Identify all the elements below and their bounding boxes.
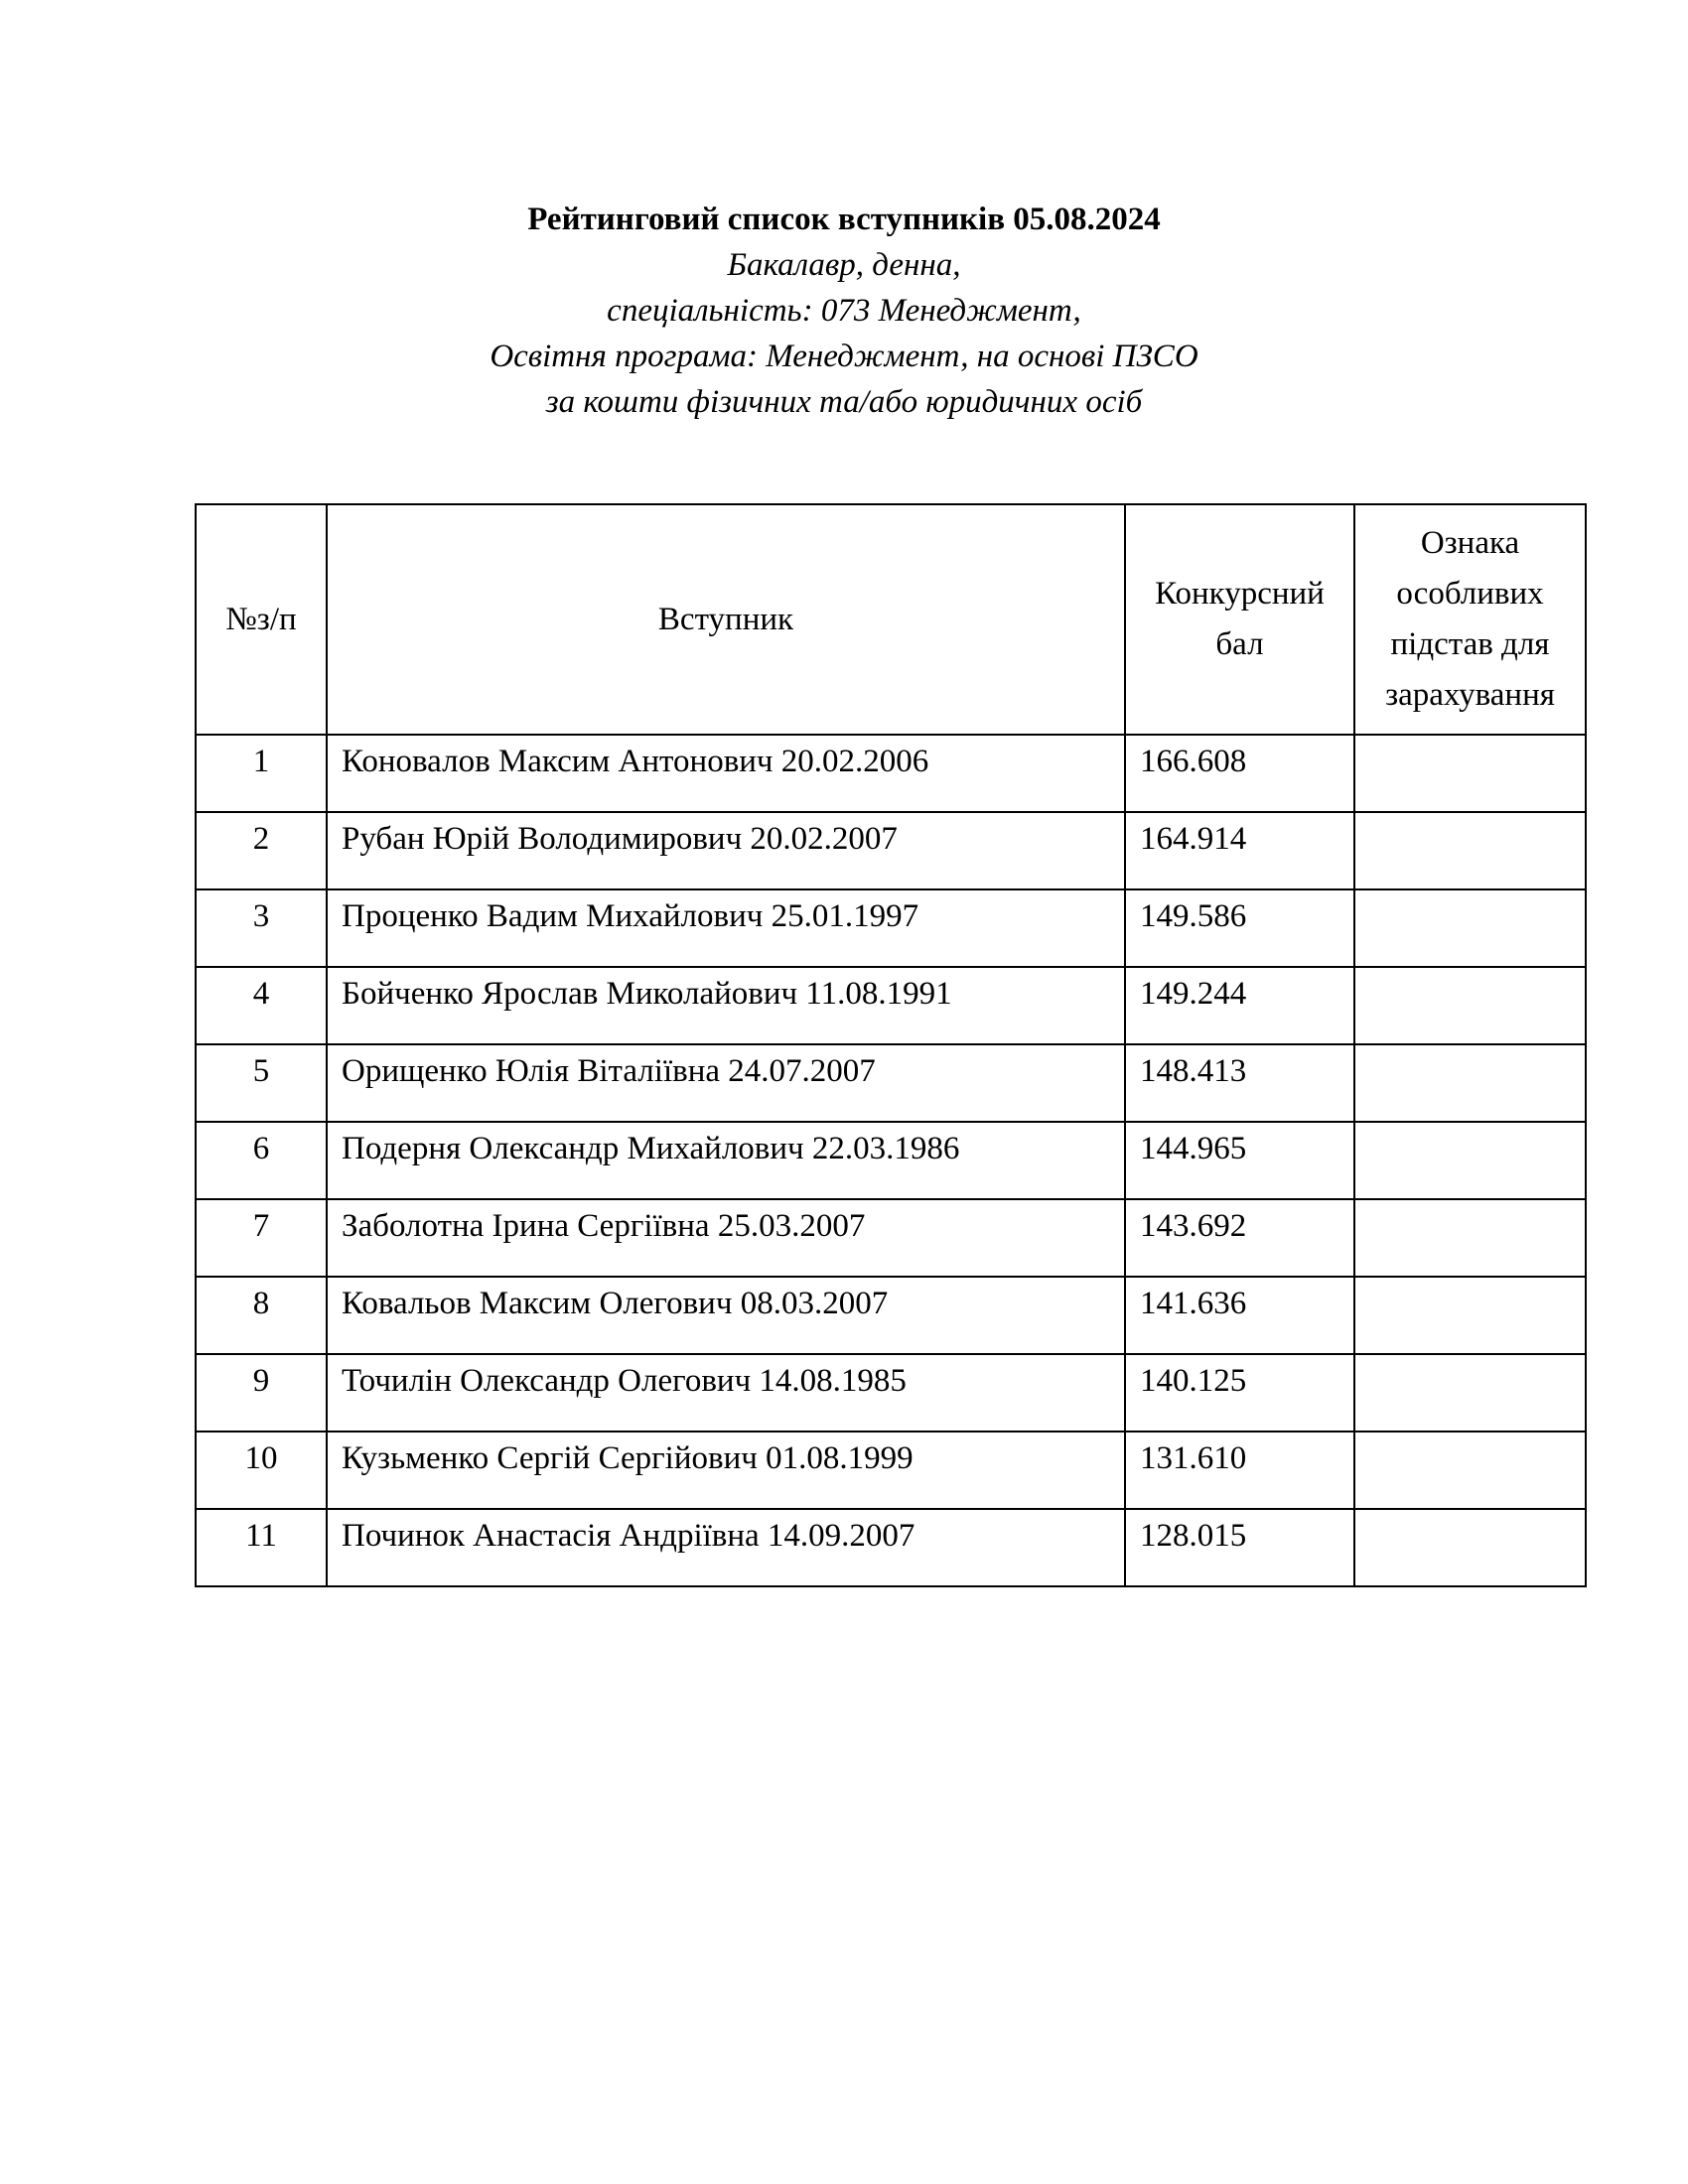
applicant-name: Бойченко Ярослав Миколайович 11.08.1991 [327,967,1125,1044]
row-number: 8 [196,1277,327,1354]
program-line: Освітня програма: Менеджмент, на основі ПЗСО [490,339,1198,374]
column-header-applicant: Вступник [327,504,1125,735]
competitive-score: 166.608 [1125,735,1354,812]
degree-form-line: Бакалавр, денна, [727,247,961,283]
rating-table [195,503,1587,1587]
competitive-score: 149.244 [1125,967,1354,1044]
competitive-score: 144.965 [1125,1122,1354,1199]
row-number: 5 [196,1044,327,1122]
special-grounds-mark [1354,1354,1586,1432]
row-number: 1 [196,735,327,812]
competitive-score: 131.610 [1125,1432,1354,1509]
row-number: 3 [196,889,327,967]
special-grounds-mark [1354,1432,1586,1509]
special-grounds-header-line: особливих [1396,576,1544,612]
score-header-line: Конкурсний [1155,576,1325,612]
table-row [196,967,1586,1044]
special-grounds-header-line: зарахування [1385,677,1555,713]
specialty-line: спеціальність: 073 Менеджмент, [607,293,1081,329]
special-grounds-mark [1354,1122,1586,1199]
column-header-score [1125,504,1354,735]
table-row [196,1122,1586,1199]
table-row [196,1432,1586,1509]
applicant-name: Рубан Юрій Володимирович 20.02.2007 [327,812,1125,889]
table-row [196,1199,1586,1277]
competitive-score: 149.586 [1125,889,1354,967]
applicant-name: Орищенко Юлія Віталіївна 24.07.2007 [327,1044,1125,1122]
special-grounds-mark [1354,1199,1586,1277]
competitive-score: 143.692 [1125,1199,1354,1277]
document-title: Рейтинговий список вступників 05.08.2024 [527,202,1161,237]
special-grounds-mark [1354,889,1586,967]
row-number: 11 [196,1509,327,1586]
column-header-number: №з/п [196,504,327,735]
table-row [196,1509,1586,1586]
special-grounds-mark [1354,1509,1586,1586]
special-grounds-mark [1354,812,1586,889]
row-number: 4 [196,967,327,1044]
applicant-name: Кузьменко Сергій Сергійович 01.08.1999 [327,1432,1125,1509]
special-grounds-mark [1354,735,1586,812]
funding-line: за кошти фізичних та/або юридичних осіб [545,384,1143,420]
row-number: 2 [196,812,327,889]
applicant-name: Ковальов Максим Олегович 08.03.2007 [327,1277,1125,1354]
table-row [196,735,1586,812]
special-grounds-mark [1354,1044,1586,1122]
table-row [196,889,1586,967]
applicant-name: Проценко Вадим Михайлович 25.01.1997 [327,889,1125,967]
applicant-name: Коновалов Максим Антонович 20.02.2006 [327,735,1125,812]
special-grounds-header-line: підстав для [1390,626,1550,662]
competitive-score: 128.015 [1125,1509,1354,1586]
special-grounds-mark [1354,967,1586,1044]
table-row [196,1277,1586,1354]
competitive-score: 148.413 [1125,1044,1354,1122]
score-header-line: бал [1215,626,1264,662]
special-grounds-header-line: Ознака [1420,525,1520,561]
applicant-name: Подерня Олександр Михайлович 22.03.1986 [327,1122,1125,1199]
row-number: 10 [196,1432,327,1509]
applicant-name: Починок Анастасія Андріївна 14.09.2007 [327,1509,1125,1586]
column-header-special-grounds [1354,504,1586,735]
table-row [196,1354,1586,1432]
row-number: 7 [196,1199,327,1277]
applicant-name: Точилін Олександр Олегович 14.08.1985 [327,1354,1125,1432]
row-number: 6 [196,1122,327,1199]
competitive-score: 164.914 [1125,812,1354,889]
applicant-name: Заболотна Ірина Сергіївна 25.03.2007 [327,1199,1125,1277]
competitive-score: 140.125 [1125,1354,1354,1432]
table-header-row [196,504,1586,735]
special-grounds-mark [1354,1277,1586,1354]
row-number: 9 [196,1354,327,1432]
document-header [0,197,1688,425]
table-row [196,1044,1586,1122]
competitive-score: 141.636 [1125,1277,1354,1354]
table-row [196,812,1586,889]
